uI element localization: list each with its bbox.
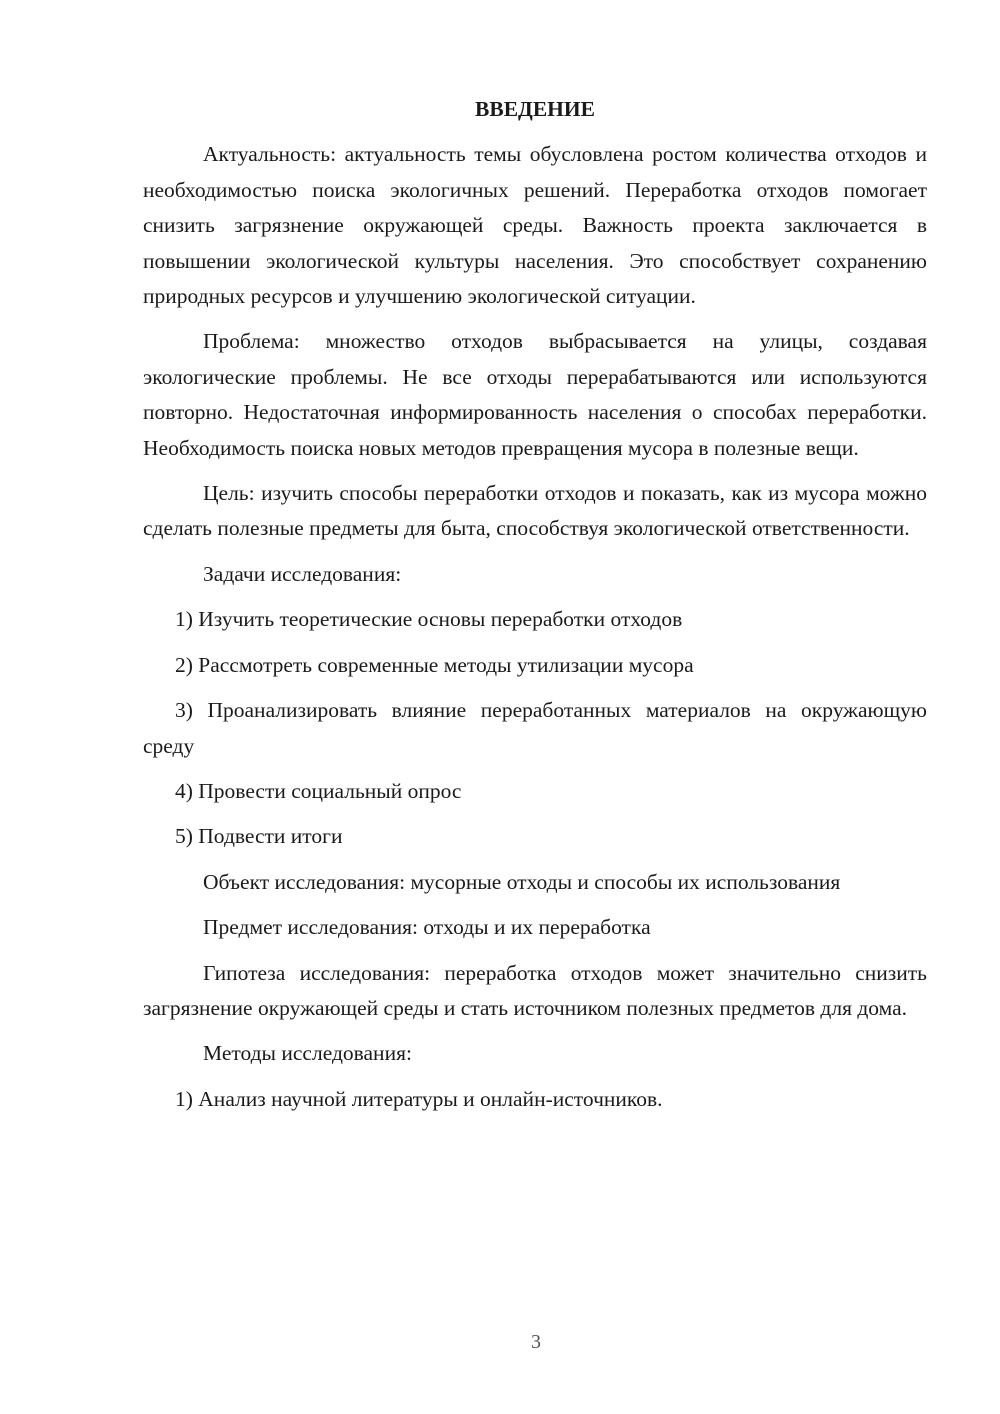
task-item: 2) Рассмотреть современные методы утилизации мусора: [175, 652, 694, 677]
problem-paragraph: Проблема: множество отходов выбрасывается на улицы, создавая экологические проблемы. Не все отходы перерабатываются или используются повторно. Недостаточная информированность населения о способах переработки. Необходимость поиска новых методов превращения мусора в полезные вещи.: [143, 329, 927, 460]
goal-paragraph: Цель: изучить способы переработки отходов и показать, как из мусора можно сделать полезные предметы для быта, способствуя экологической ответственности.: [143, 481, 927, 541]
methods-heading: Методы исследования:: [203, 1041, 412, 1066]
tasks-heading: Задачи исследования:: [203, 561, 402, 586]
method-item: 1) Анализ научной литературы и онлайн-источников.: [175, 1086, 663, 1111]
object-paragraph: Объект исследования: мусорные отходы и способы их использования: [203, 869, 841, 894]
task-item: 5) Подвести итоги: [175, 824, 343, 849]
section-title: ВВЕДЕНИЕ: [475, 97, 595, 121]
page-number: 3: [531, 1331, 541, 1353]
relevance-paragraph: Актуальность: актуальность темы обусловлена ростом количества отходов и необходимостью поиска экологичных решений. Переработка отходов помогает снизить загрязнение окружающей среды. Важность проекта заключается в повышении экологической культуры населения. Это способствует сохранению природных ресурсов и улучшению экологической ситуации.: [143, 142, 927, 309]
document-page: [143, 92, 927, 1127]
task-item: 4) Провести социальный опрос: [175, 778, 462, 803]
subject-paragraph: Предмет исследования: отходы и их переработка: [203, 915, 651, 940]
task-item: 1) Изучить теоретические основы переработки отходов: [175, 607, 683, 632]
task-item: 3) Проанализировать влияние переработанных материалов на окружающую среду: [143, 698, 927, 758]
hypothesis-paragraph: Гипотеза исследования: переработка отходов может значительно снизить загрязнение окружающей среды и стать источником полезных предметов для дома.: [143, 960, 927, 1020]
